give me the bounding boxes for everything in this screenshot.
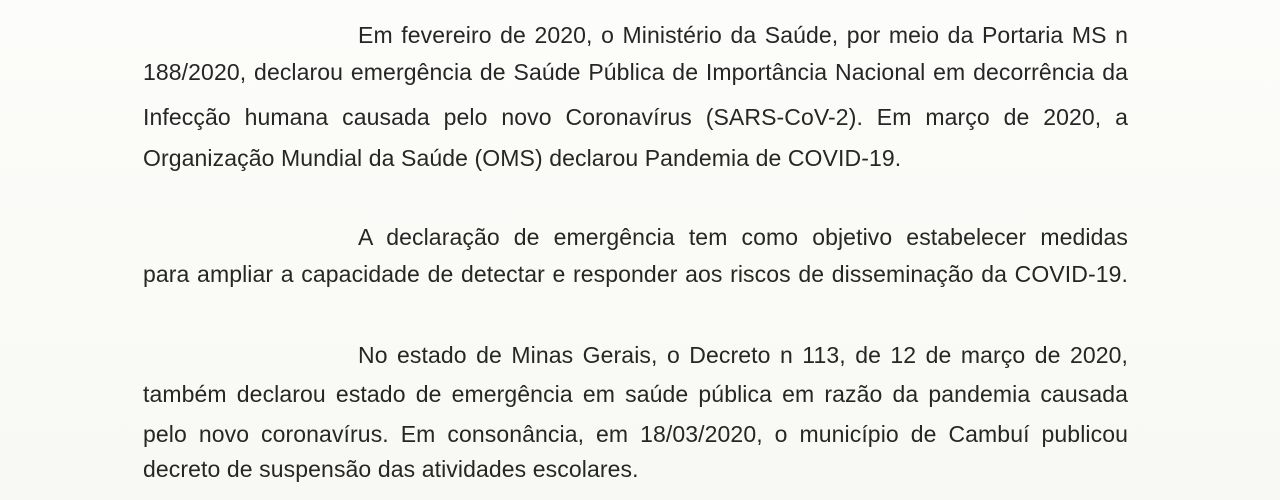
paragraph-line: Em fevereiro de 2020, o Ministério da Saúde, por meio da Portaria MS n (358, 22, 1128, 48)
paragraph-line: para ampliar a capacidade de detectar e responder aos riscos de disseminação da COVID-19. (143, 261, 1128, 287)
paragraph-line: pelo novo coronavírus. Em consonância, em 18/03/2020, o município de Cambuí publicou (143, 421, 1128, 447)
paragraph-line: Infecção humana causada pelo novo Coronavírus (SARS-CoV-2). Em março de 2020, a (143, 104, 1128, 130)
paragraph-line: 188/2020, declarou emergência de Saúde Pública de Importância Nacional em decorrência da (143, 59, 1128, 85)
paragraph-line: A declaração de emergência tem como objetivo estabelecer medidas (358, 224, 1128, 250)
paragraph-line: No estado de Minas Gerais, o Decreto n 113, de 12 de março de 2020, (358, 342, 1128, 368)
paragraph-line: também declarou estado de emergência em saúde pública em razão da pandemia causada (143, 381, 1128, 407)
paragraph-line: decreto de suspensão das atividades escolares. (143, 456, 639, 482)
paragraph-line: Organização Mundial da Saúde (OMS) declarou Pandemia de COVID-19. (143, 145, 902, 171)
